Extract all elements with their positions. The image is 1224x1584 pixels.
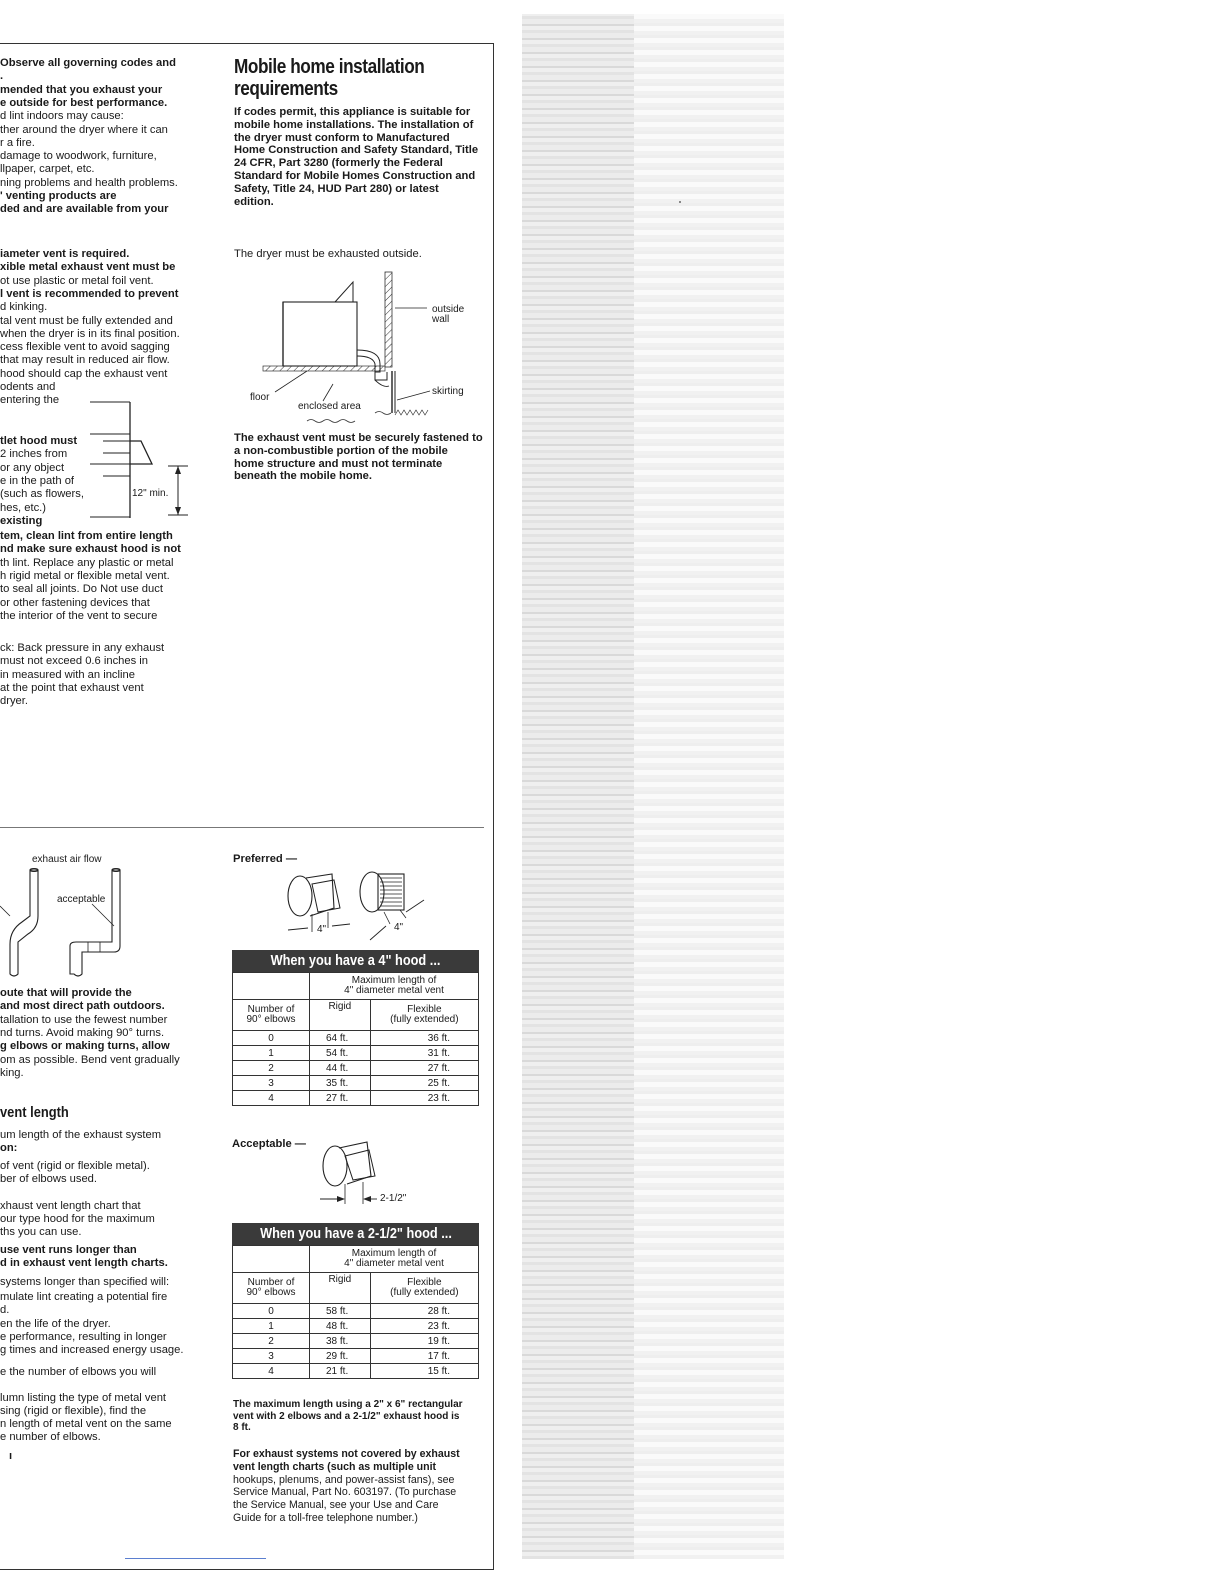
text-line: g times and increased energy usage. bbox=[0, 1344, 184, 1356]
text-line: that may result in reduced air flow. bbox=[0, 354, 170, 367]
text-line: The exhaust vent must be securely fastened to bbox=[234, 432, 483, 444]
table-cell: 3 bbox=[233, 1349, 310, 1364]
table-row bbox=[233, 1076, 479, 1091]
table-cell: 19 ft. bbox=[370, 1334, 478, 1349]
text-line: r a fire. bbox=[0, 136, 35, 149]
elbows-col-header bbox=[233, 1000, 310, 1031]
section-divider bbox=[0, 827, 484, 828]
text-line: h rigid metal or flexible metal vent. bbox=[0, 569, 170, 582]
table-cell: 27 ft. bbox=[310, 1091, 371, 1106]
text-line: . bbox=[0, 70, 4, 83]
text-line: odents and bbox=[0, 381, 56, 393]
acceptable-hood-label: Acceptable — bbox=[232, 1138, 306, 1150]
text-line: lumn listing the type of metal vent bbox=[0, 1392, 167, 1404]
text-line: e in the path of bbox=[0, 474, 75, 487]
text-line: ck: Back pressure in any exhaust bbox=[0, 642, 165, 654]
table-row bbox=[233, 1319, 479, 1334]
vent-length-table-4in bbox=[232, 972, 479, 1106]
hood-clearance-diagram bbox=[88, 398, 198, 523]
vent-length-heading: vent length bbox=[0, 1104, 69, 1121]
text-line: ther around the dryer where it can bbox=[0, 123, 168, 136]
col-label: 90° elbows bbox=[246, 1014, 296, 1025]
text-line: a non-combustible portion of the mobile bbox=[234, 444, 448, 457]
text-line: entering the bbox=[0, 394, 60, 407]
table-cell: 44 ft. bbox=[310, 1061, 371, 1076]
text-line: l vent is recommended to prevent bbox=[0, 287, 179, 300]
text-line: king. bbox=[0, 1066, 24, 1079]
scan-shadow-strip bbox=[522, 14, 634, 1559]
table-cell: 0 bbox=[233, 1304, 310, 1319]
table2-title: When you have a 2-1/2" hood ... bbox=[232, 1223, 479, 1245]
text-line: our type hood for the maximum bbox=[0, 1213, 155, 1225]
max-length-label: Maximum length of bbox=[351, 1248, 437, 1259]
table-cell: 27 ft. bbox=[370, 1061, 478, 1076]
text-line: ning problems and health problems. bbox=[0, 176, 178, 189]
table-cell: 38 ft. bbox=[310, 1334, 371, 1349]
table-cell: 25 ft. bbox=[370, 1076, 478, 1091]
text-line: 8 ft. bbox=[233, 1422, 251, 1433]
scan-speck bbox=[679, 201, 681, 203]
text-line: the dryer must conform to Manufactured bbox=[234, 131, 450, 144]
text-line: 24 CFR, Part 3280 (formerly the Federal bbox=[234, 157, 443, 170]
text-line: cess flexible vent to avoid sagging bbox=[0, 341, 170, 354]
text-line: vent with 2 elbows and a 2-1/2" exhaust hood is bbox=[233, 1410, 460, 1422]
text-line: Safety, Title 24, HUD Part 280) or latest bbox=[234, 182, 439, 195]
diameter-label: 4" diameter metal vent bbox=[344, 985, 444, 996]
text-line: xhaust vent length chart that bbox=[0, 1200, 141, 1212]
text-line: e number of elbows. bbox=[0, 1431, 101, 1443]
hood-dim-4a: 4" bbox=[317, 924, 327, 935]
text-line: d in exhaust vent length charts. bbox=[0, 1257, 168, 1269]
text-line: or any object bbox=[0, 461, 65, 474]
table-cell: 0 bbox=[233, 1031, 310, 1046]
col-label: Number of bbox=[247, 1277, 295, 1288]
table-row bbox=[233, 1364, 479, 1379]
text-line: use vent runs longer than bbox=[0, 1244, 137, 1256]
mobile-heading-1: Mobile home installation bbox=[234, 56, 425, 78]
text-line: mobile home installations. The installation of bbox=[234, 118, 474, 131]
clearance-label: 12" min. bbox=[132, 488, 169, 499]
preferred-hoods-icon bbox=[272, 868, 437, 944]
text-line: when the dryer is in its final position. bbox=[0, 327, 180, 340]
underline-mark bbox=[125, 1558, 266, 1559]
table-cell: 29 ft. bbox=[310, 1349, 371, 1364]
text-line: xible metal exhaust vent must be bbox=[0, 261, 176, 274]
text-line: or other fastening devices that bbox=[0, 596, 150, 609]
text-line: systems longer than specified will: bbox=[0, 1276, 170, 1288]
text-line: tlet hood must bbox=[0, 435, 78, 447]
text-line: in measured with an incline bbox=[0, 668, 135, 681]
text-line: ber of elbows used. bbox=[0, 1173, 98, 1185]
table-row bbox=[233, 1334, 479, 1349]
col-label: (fully extended) bbox=[390, 1014, 459, 1025]
col-label: Flexible bbox=[407, 1004, 442, 1015]
skirting-label: skirting bbox=[432, 386, 464, 397]
table-cell: 23 ft. bbox=[370, 1091, 478, 1106]
table-cell: 1 bbox=[233, 1046, 310, 1061]
text-line: um length of the exhaust system bbox=[0, 1129, 162, 1141]
max-length-header bbox=[310, 973, 479, 1000]
table-cell: 36 ft. bbox=[370, 1031, 478, 1046]
text-line: mulate lint creating a potential fire bbox=[0, 1291, 168, 1303]
text-line: en the life of the dryer. bbox=[0, 1318, 111, 1330]
text-line: mended that you exhaust your bbox=[0, 83, 163, 96]
text-line: oute that will provide the bbox=[0, 987, 132, 999]
text-line: The maximum length using a 2" x 6" rectangular bbox=[233, 1399, 463, 1410]
text-line: on: bbox=[0, 1142, 18, 1154]
text-line: e performance, resulting in longer bbox=[0, 1331, 167, 1343]
table-cell: 15 ft. bbox=[370, 1364, 478, 1379]
text-line: tallation to use the fewest number bbox=[0, 1013, 168, 1026]
table-cell: 58 ft. bbox=[310, 1304, 371, 1319]
mobile-heading-2: requirements bbox=[234, 78, 338, 100]
text-line: nd make sure exhaust hood is not bbox=[0, 543, 181, 556]
table-cell: 2 bbox=[233, 1061, 310, 1076]
table-row bbox=[233, 1046, 479, 1061]
text-line: existing bbox=[0, 514, 43, 527]
table-cell: 64 ft. bbox=[310, 1031, 371, 1046]
text-line: (such as flowers, bbox=[0, 488, 84, 501]
preferred-label: Preferred — bbox=[233, 853, 298, 865]
text-line: ded and are available from your bbox=[0, 203, 169, 216]
text-line: g elbows or making turns, allow bbox=[0, 1040, 170, 1053]
table-cell: 31 ft. bbox=[370, 1046, 478, 1061]
text-line: n length of metal vent on the same bbox=[0, 1418, 172, 1430]
col-label: Flexible bbox=[407, 1277, 442, 1288]
max-length-header bbox=[310, 1246, 479, 1273]
col-label: Number of bbox=[247, 1004, 295, 1015]
vent-length-table-212in bbox=[232, 1245, 479, 1379]
text-line: damage to woodwork, furniture, bbox=[0, 150, 157, 163]
table-corner bbox=[233, 1246, 310, 1273]
col-label: (fully extended) bbox=[390, 1287, 459, 1298]
text-line: beneath the mobile home. bbox=[234, 470, 372, 483]
text-line: dryer. bbox=[0, 695, 28, 708]
text-line: For exhaust systems not covered by exhaust bbox=[233, 1448, 460, 1460]
text-line: Standard for Mobile Homes Construction and bbox=[234, 170, 476, 182]
text-line: of vent (rigid or flexible metal). bbox=[0, 1160, 150, 1172]
mobile-home-diagram bbox=[255, 268, 480, 428]
text-line: must not exceed 0.6 inches in bbox=[0, 655, 149, 668]
table-cell: 28 ft. bbox=[370, 1304, 478, 1319]
rigid-col-header: Rigid bbox=[310, 1273, 371, 1304]
text-line: th lint. Replace any plastic or metal bbox=[0, 556, 174, 569]
hood-dim-4b: 4" bbox=[394, 922, 404, 933]
text-line: Guide for a toll-free telephone number.) bbox=[233, 1512, 418, 1524]
text-line: home structure and must not terminate bbox=[234, 457, 443, 470]
text-line: hood should cap the exhaust vent bbox=[0, 367, 168, 380]
text-line: ot use plastic or metal foil vent. bbox=[0, 274, 154, 287]
text-line: and most direct path outdoors. bbox=[0, 1000, 165, 1013]
text-line: 2 inches from bbox=[0, 448, 68, 461]
text-line: e outside for best performance. bbox=[0, 96, 168, 109]
exhaust-airflow-title: exhaust air flow bbox=[32, 854, 102, 865]
outside-label: outside bbox=[432, 304, 465, 315]
text-line: Observe all governing codes and bbox=[0, 57, 176, 69]
diameter-label: 4" diameter metal vent bbox=[344, 1258, 444, 1269]
text-line: sing (rigid or flexible), find the bbox=[0, 1405, 147, 1417]
text-line: the interior of the vent to secure bbox=[0, 609, 158, 622]
text-line: nd turns. Avoid making 90° turns. bbox=[0, 1026, 165, 1039]
text-line: the Service Manual, see your Use and Care bbox=[233, 1499, 439, 1512]
text-line: d. bbox=[0, 1304, 10, 1316]
acceptable-label: acceptable bbox=[57, 894, 106, 905]
table-corner bbox=[233, 973, 310, 1000]
text-line: d lint indoors may cause: bbox=[0, 110, 124, 123]
text-line: vent length charts (such as multiple unit bbox=[233, 1460, 437, 1473]
table-cell: 4 bbox=[233, 1364, 310, 1379]
flexible-col-header bbox=[370, 1000, 478, 1031]
floor-label: floor bbox=[250, 392, 270, 403]
text-line: If codes permit, this appliance is suitable for bbox=[234, 106, 471, 118]
table-row bbox=[233, 1304, 479, 1319]
table-row bbox=[233, 1061, 479, 1076]
wall-label: wall bbox=[432, 314, 450, 325]
elbows-col-header bbox=[233, 1273, 310, 1304]
text-line: hookups, plenums, and power-assist fans), see bbox=[233, 1473, 455, 1486]
table-cell: 2 bbox=[233, 1334, 310, 1349]
table-row bbox=[233, 1091, 479, 1106]
table-cell: 3 bbox=[233, 1076, 310, 1091]
table-cell: 23 ft. bbox=[370, 1319, 478, 1334]
table-cell: 48 ft. bbox=[310, 1319, 371, 1334]
text-line: e the number of elbows you will bbox=[0, 1366, 157, 1378]
table-row bbox=[233, 1031, 479, 1046]
rigid-col-header: Rigid bbox=[310, 1000, 371, 1031]
table-cell: 21 ft. bbox=[310, 1364, 371, 1379]
text-line: edition. bbox=[234, 195, 274, 208]
text-line: Service Manual, Part No. 603197. (To purchase bbox=[233, 1486, 457, 1499]
elbow-diagram bbox=[0, 866, 135, 984]
text-line: tem, clean lint from entire length bbox=[0, 530, 173, 542]
text-line: tal vent must be fully extended and bbox=[0, 314, 173, 327]
text-line: ths you can use. bbox=[0, 1226, 82, 1238]
page-mark: ı bbox=[9, 1450, 13, 1462]
enclosed-area-label: enclosed area bbox=[298, 401, 361, 412]
flexible-col-header bbox=[370, 1273, 478, 1304]
table-cell: 4 bbox=[233, 1091, 310, 1106]
table1-title: When you have a 4" hood ... bbox=[232, 950, 479, 972]
table-cell: 17 ft. bbox=[370, 1349, 478, 1364]
table-cell: 54 ft. bbox=[310, 1046, 371, 1061]
text-line: Home Construction and Safety Standard, Title bbox=[234, 144, 479, 157]
must-exhaust-note: The dryer must be exhausted outside. bbox=[234, 248, 422, 260]
col-label: 90° elbows bbox=[246, 1287, 296, 1298]
text-line: om as possible. Bend vent gradually bbox=[0, 1053, 180, 1066]
scan-light-strip bbox=[634, 14, 784, 1559]
text-line: llpaper, carpet, etc. bbox=[0, 163, 95, 176]
hood-dim-212: 2-1/2" bbox=[380, 1193, 407, 1204]
text-line: iameter vent is required. bbox=[0, 248, 130, 260]
text-line: to seal all joints. Do Not use duct bbox=[0, 583, 163, 596]
table-cell: 1 bbox=[233, 1319, 310, 1334]
text-line: hes, etc.) bbox=[0, 501, 47, 514]
text-line: d kinking. bbox=[0, 301, 48, 314]
text-line: at the point that exhaust vent bbox=[0, 681, 144, 694]
table-cell: 35 ft. bbox=[310, 1076, 371, 1091]
acceptable-hood-icon bbox=[315, 1138, 425, 1208]
max-length-label: Maximum length of bbox=[351, 975, 437, 986]
text-line: ' venting products are bbox=[0, 190, 117, 202]
table-row bbox=[233, 1349, 479, 1364]
